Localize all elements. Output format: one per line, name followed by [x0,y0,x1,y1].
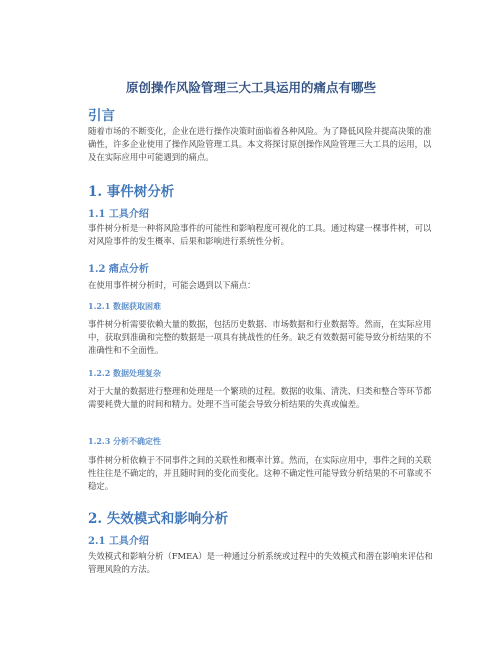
section-1-2-1-paragraph: 事件树分析需要依赖大量的数据，包括历史数据、市场数据和行业数据等。然而，在实际应用中，获取到准确和完整的数据是一项具有挑战性的任务。缺乏有效数据可能导致分析结果的不准确性和不全面性。 [88,319,432,355]
section-1-2-3-paragraph: 事件树分析依赖于不同事件之间的关联性和概率计算。然而，在实际应用中，事件之间的关联性往往是不确定的，并且随时间的变化而变化。这种不确定性可能导致分析结果的不可靠或不稳定。 [88,455,432,491]
section-2-1-paragraph: 失效模式和影响分析（FMEA）是一种通过分析系统或过程中的失效模式和潜在影响来评估和管理风险的方法。 [88,551,433,574]
section-2-1-heading: 2.1 工具介绍 [88,536,149,547]
section-2-heading: 2. 失效模式和影响分析 [88,511,229,527]
section-1-1-paragraph: 事件树分析是一种将风险事件的可能性和影响程度可视化的工具。通过构建一棵事件树，可以对风险事件的发生概率、后果和影响进行系统性分析。 [88,223,432,246]
intro-heading: 引言 [88,108,115,124]
section-1-1-heading: 1.1 工具介绍 [88,209,149,220]
section-1-heading: 1. 事件树分析 [88,184,175,200]
intro-paragraph: 随着市场的不断变化，企业在进行操作决策时面临着各种风险。为了降低风险并提高决策的准确性，许多企业使用了操作风险管理工具。本文将探讨原创操作风险管理三大工具的运用，以及在实际应用中可能遇到的痛点。 [88,126,432,162]
section-1-2-2-heading: 1.2.2 数据处理复杂 [88,368,162,378]
section-1-2-heading: 1.2 痛点分析 [88,264,149,275]
document-title: 原创操作风险管理三大工具运用的痛点有哪些 [125,80,376,95]
section-1-2-paragraph: 在使用事件树分析时，可能会遇到以下痛点： [88,280,256,290]
section-1-2-2-paragraph: 对于大量的数据进行整理和处理是一个繁琐的过程。数据的收集、清洗、归类和整合等环节都需要耗费大量的时间和精力。处理不当可能会导致分析结果的失真或偏差。 [88,386,432,409]
section-1-2-3-heading: 1.2.3 分析不确定性 [88,436,162,446]
section-1-2-1-heading: 1.2.1 数据获取困难 [88,301,162,311]
